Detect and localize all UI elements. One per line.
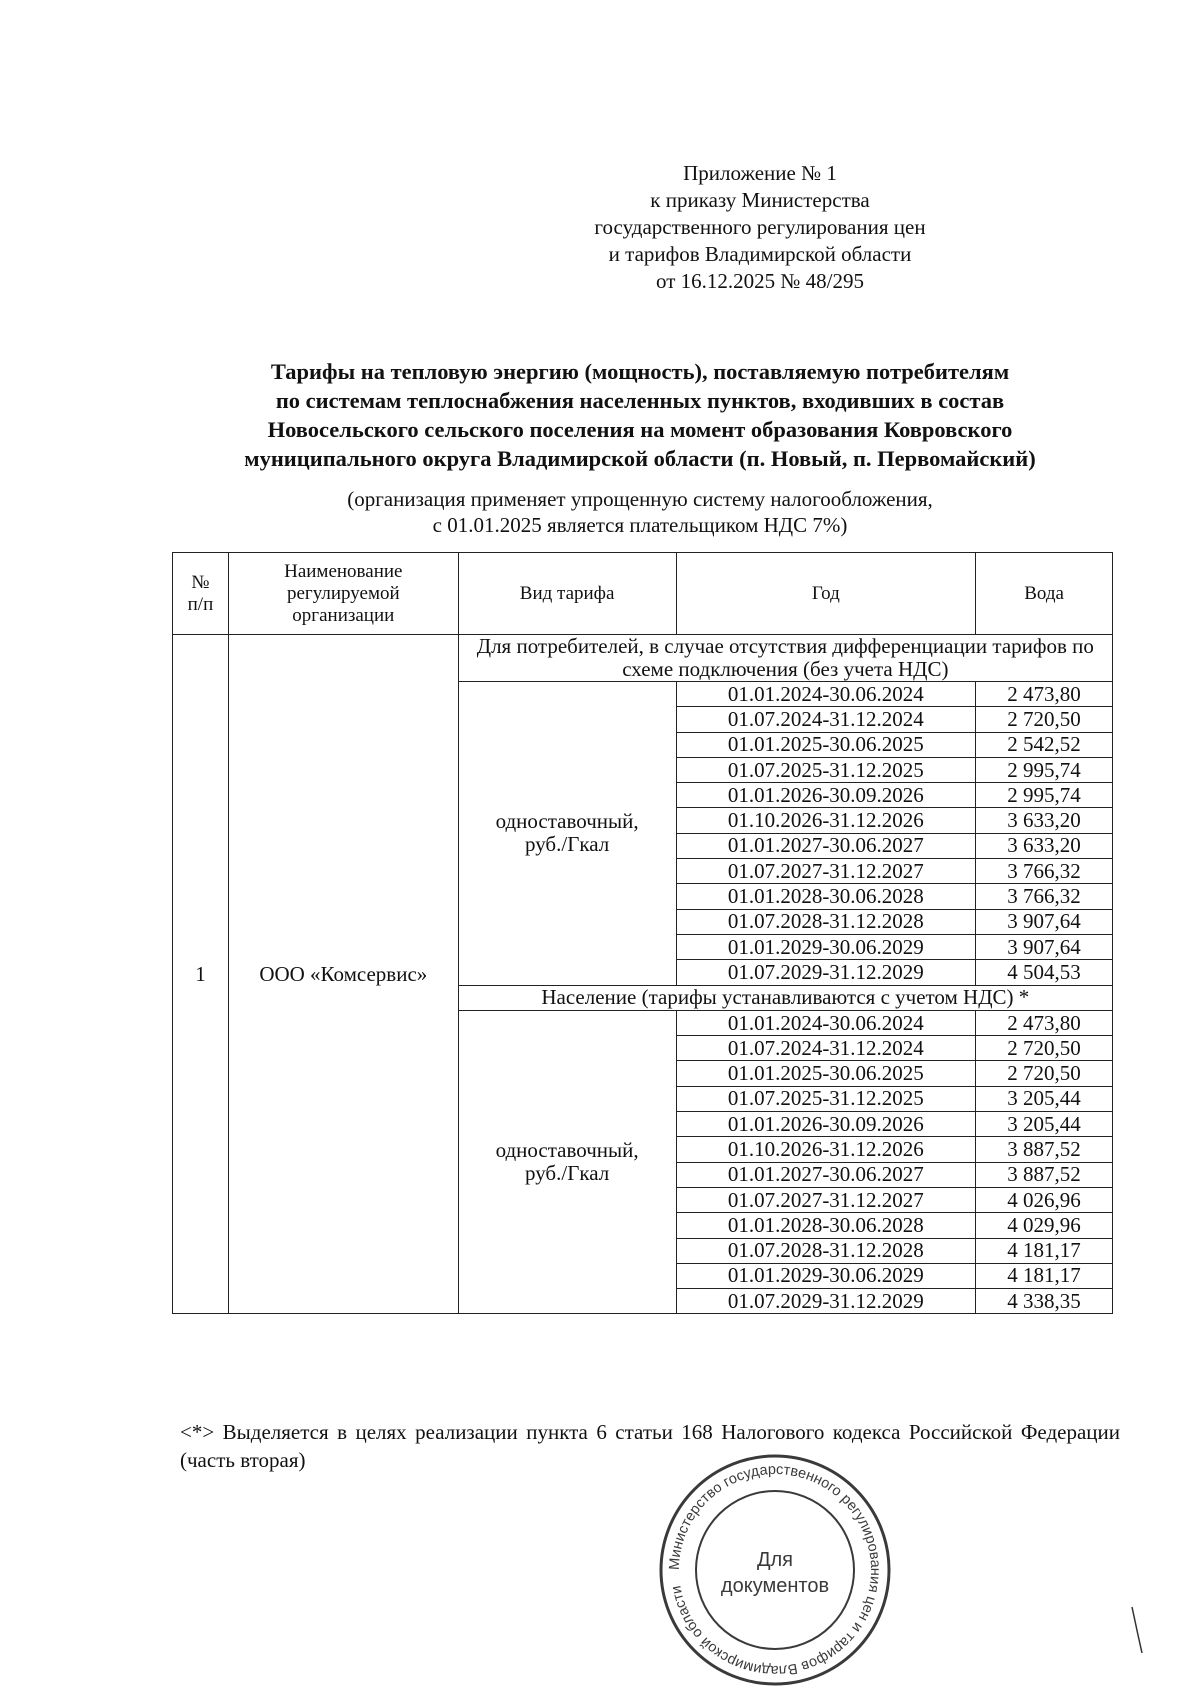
period-cell: 01.07.2027-31.12.2027: [676, 859, 976, 884]
period-cell: 01.01.2028-30.06.2028: [676, 1213, 976, 1238]
subtitle-line: (организация применяет упрощенную систему налогообложения,: [347, 487, 933, 511]
period-cell: 01.01.2029-30.06.2029: [676, 1263, 976, 1288]
footnote: <*> Выделяется в целях реализации пункта 6 статьи 168 Налогового кодекса Российской Федерации (часть вторая): [180, 1420, 1120, 1472]
pen-mark: [1128, 1605, 1148, 1655]
document-title: [160, 357, 1120, 473]
tariff-type-line: одноставочный,: [495, 1138, 639, 1163]
title-line: Тарифы на тепловую энергию (мощность), поставляемую потребителям: [270, 359, 1010, 384]
period-cell: 01.10.2026-31.12.2026: [676, 1137, 976, 1162]
organization-name: ООО «Комсервис»: [228, 635, 458, 1314]
value-cell: 4 026,96: [976, 1187, 1113, 1212]
value-cell: 2 995,74: [976, 757, 1113, 782]
title-line: муниципального округа Владимирской области (п. Новый, п. Первомайский): [244, 446, 1036, 471]
value-cell: 4 181,17: [976, 1263, 1113, 1288]
table-header-row: [173, 553, 1113, 635]
value-cell: 3 633,20: [976, 833, 1113, 858]
tariff-type-cell: [458, 682, 676, 986]
value-cell: 2 542,52: [976, 732, 1113, 757]
value-cell: 3 766,32: [976, 859, 1113, 884]
value-cell: 2 473,80: [976, 1010, 1113, 1035]
header-number: № п/п: [173, 553, 229, 635]
value-cell: 3 766,32: [976, 884, 1113, 909]
period-cell: 01.01.2027-30.06.2027: [676, 833, 976, 858]
value-cell: 3 205,44: [976, 1112, 1113, 1137]
value-cell: 3 633,20: [976, 808, 1113, 833]
section-header-row: [173, 635, 1113, 682]
period-cell: 01.07.2025-31.12.2025: [676, 757, 976, 782]
value-cell: 4 181,17: [976, 1238, 1113, 1263]
stamp-center-line: документов: [720, 1575, 830, 1597]
period-cell: 01.01.2024-30.06.2024: [676, 682, 976, 707]
period-cell: 01.07.2028-31.12.2028: [676, 1238, 976, 1263]
value-cell: 3 887,52: [976, 1162, 1113, 1187]
period-cell: 01.07.2029-31.12.2029: [676, 1289, 976, 1314]
period-cell: 01.10.2026-31.12.2026: [676, 808, 976, 833]
value-cell: 2 995,74: [976, 783, 1113, 808]
period-cell: 01.01.2027-30.06.2027: [676, 1162, 976, 1187]
subtitle-line: с 01.01.2025 является плательщиком НДС 7%): [432, 513, 848, 537]
title-line: по системам теплоснабжения населенных пунктов, входивших в состав: [275, 388, 1005, 413]
period-cell: 01.01.2029-30.06.2029: [676, 934, 976, 959]
stamp-ring-text: Министерство государственного регулирования цен и тарифов Владимирской области: [666, 1461, 884, 1679]
value-cell: 2 720,50: [976, 707, 1113, 732]
appendix-line: и тарифов Владимирской области: [608, 242, 912, 266]
appendix-line: государственного регулирования цен: [594, 215, 926, 239]
tariff-table: [172, 552, 1113, 1314]
value-cell: 4 504,53: [976, 960, 1113, 985]
period-cell: 01.01.2025-30.06.2025: [676, 732, 976, 757]
value-cell: 4 338,35: [976, 1289, 1113, 1314]
appendix-date-line: от 16.12.2025 № 48/295: [655, 269, 865, 293]
section-header: Население (тарифы устанавливаются с учетом НДС) *: [458, 985, 1112, 1010]
period-cell: 01.01.2026-30.09.2026: [676, 1112, 976, 1137]
value-cell: 3 887,52: [976, 1137, 1113, 1162]
period-cell: 01.01.2025-30.06.2025: [676, 1061, 976, 1086]
tariff-unit-line: руб./Гкал: [524, 1161, 610, 1186]
official-stamp: [655, 1450, 895, 1690]
title-line: Новосельского сельского поселения на момент образования Ковровского: [267, 417, 1013, 442]
period-cell: 01.07.2024-31.12.2024: [676, 707, 976, 732]
appendix-line: к приказу Министерства: [650, 188, 870, 212]
value-cell: 3 907,64: [976, 909, 1113, 934]
header-water: Вода: [976, 553, 1113, 635]
value-cell: 3 907,64: [976, 934, 1113, 959]
value-cell: 2 720,50: [976, 1036, 1113, 1061]
row-number: 1: [173, 635, 229, 1314]
section-header: Для потребителей, в случае отсутствия дифференциации тарифов по схеме подключения (без учета НДС): [458, 635, 1112, 682]
document-subtitle: [220, 486, 1060, 538]
period-cell: 01.07.2027-31.12.2027: [676, 1187, 976, 1212]
header-year: Год: [676, 553, 976, 635]
value-cell: 2 720,50: [976, 1061, 1113, 1086]
value-cell: 2 473,80: [976, 682, 1113, 707]
value-cell: 3 205,44: [976, 1086, 1113, 1111]
period-cell: 01.07.2028-31.12.2028: [676, 909, 976, 934]
period-cell: 01.07.2024-31.12.2024: [676, 1036, 976, 1061]
period-cell: 01.01.2024-30.06.2024: [676, 1010, 976, 1035]
appendix-line: Приложение № 1: [683, 161, 837, 185]
tariff-unit-line: руб./Гкал: [524, 832, 610, 857]
header-tariff-type: Вид тарифа: [458, 553, 676, 635]
tariff-type-line: одноставочный,: [495, 809, 639, 834]
period-cell: 01.01.2028-30.06.2028: [676, 884, 976, 909]
period-cell: 01.07.2025-31.12.2025: [676, 1086, 976, 1111]
stamp-center-line: Для: [756, 1549, 794, 1571]
period-cell: 01.01.2026-30.09.2026: [676, 783, 976, 808]
value-cell: 4 029,96: [976, 1213, 1113, 1238]
tariff-type-cell: [458, 1010, 676, 1314]
header-organization: Наименование регулируемой организации: [228, 553, 458, 635]
appendix-block: [550, 160, 970, 295]
period-cell: 01.07.2029-31.12.2029: [676, 960, 976, 985]
